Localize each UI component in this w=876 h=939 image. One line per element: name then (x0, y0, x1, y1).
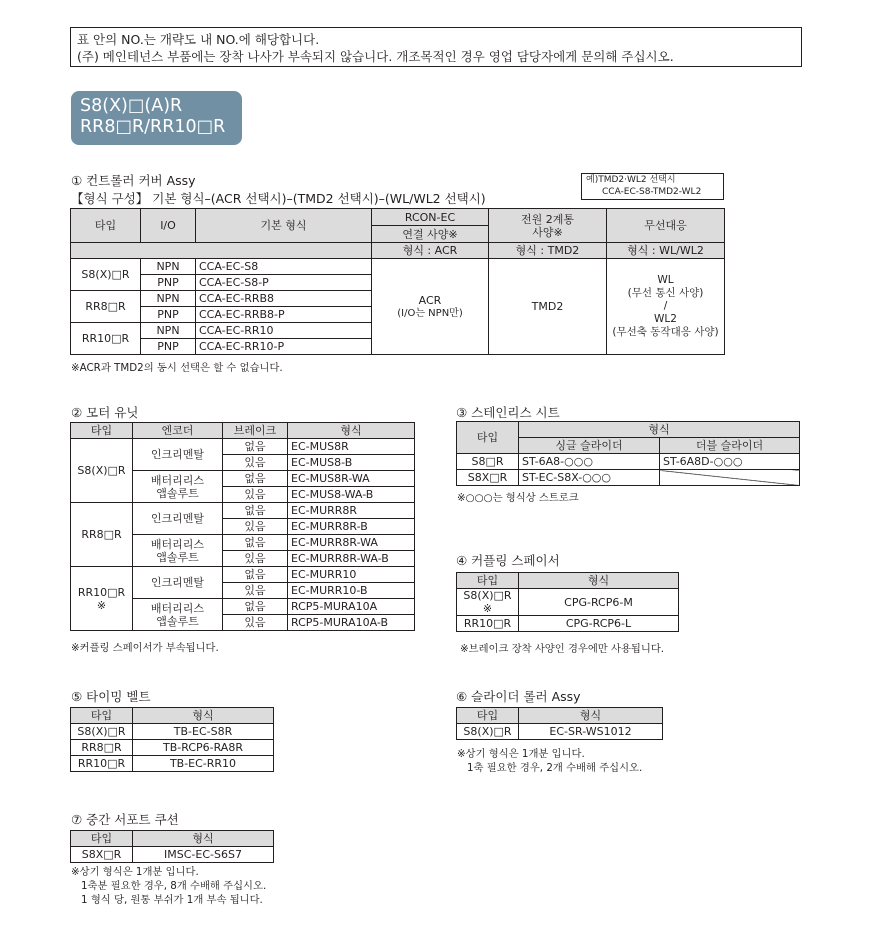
slider-roller-table (456, 707, 663, 740)
section7-title: ⑦ 중간 서포트 쿠션 (71, 812, 179, 827)
wl-separator: / (663, 300, 668, 312)
support-cushion-table (70, 830, 274, 863)
model-cell: EC-MURR8R (288, 503, 415, 519)
encoder-line-2: 앱솔루트 (156, 486, 199, 500)
tmd2-cell: TMD2 (489, 259, 607, 355)
table-row-type: S8X□R (457, 470, 519, 486)
header-wireless: 무선대응 (607, 209, 725, 243)
header-power-line-1: 전원 2계통 (521, 212, 574, 226)
example-line-1: 예)TMD2·WL2 선택시 (586, 175, 676, 185)
type-note: ※ (96, 598, 107, 612)
header-model: 형식 (519, 573, 679, 589)
header-double-slider: 더블 슬라이더 (660, 438, 800, 454)
encoder-cell (133, 471, 223, 503)
type-label: RR10□R (77, 585, 126, 599)
section1-title: ① 컨트롤러 커버 Assy (71, 173, 196, 188)
header-model: 형식 (519, 708, 663, 724)
section2-note: ※커플링 스페이서가 부속됩니다. (71, 642, 219, 654)
model-cell: CPG-RCP6-M (519, 589, 679, 616)
encoder-line-2: 앱솔루트 (156, 550, 199, 564)
model-cell: EC-MUS8-B (288, 455, 415, 471)
model-cell: IMSC-EC-S6S7 (133, 847, 274, 863)
single-model-cell: ST-6A8-○○○ (519, 454, 660, 470)
io-cell: NPN (141, 291, 196, 307)
model-cell: EC-MUS8-WA-B (288, 487, 415, 503)
acr-cell (372, 259, 489, 355)
badge-line-1: S8(X)□(A)R (80, 96, 183, 116)
io-cell: PNP (141, 275, 196, 291)
encoder-line-2: 앱솔루트 (156, 614, 199, 628)
section1-example-box (581, 173, 724, 200)
model-cell: EC-MUS8R-WA (288, 471, 415, 487)
controller-cover-table (70, 208, 725, 355)
table-row-type: RR10□R (71, 756, 133, 772)
brake-cell: 있음 (223, 487, 288, 503)
brake-cell: 없음 (223, 503, 288, 519)
model-cell: CCA-EC-S8-P (196, 275, 372, 291)
timing-belt-table (70, 707, 274, 772)
wl-label: WL (657, 274, 674, 286)
table-row-type: S8(X)□R (457, 724, 519, 740)
section4-title: ④ 커플링 스페이서 (456, 553, 560, 568)
header-type: 타입 (71, 708, 133, 724)
brake-cell: 있음 (223, 583, 288, 599)
header-model: 형식 (288, 423, 415, 439)
encoder-cell (133, 535, 223, 567)
header-model: 형식 (133, 831, 274, 847)
section6-title: ⑥ 슬라이더 롤러 Assy (456, 689, 581, 704)
model-badge (71, 91, 242, 145)
section2-title: ② 모터 유닛 (71, 405, 139, 420)
section7-note-1: ※상기 형식은 1개분 입니다. (71, 866, 199, 878)
encoder-cell: 인크리멘탈 (133, 439, 223, 471)
wl-note: (무선 통신 사양) (627, 287, 704, 299)
model-cell: EC-MURR10-B (288, 583, 415, 599)
header-base-model: 기본 형식 (196, 209, 372, 243)
brake-cell: 있음 (223, 615, 288, 631)
brake-cell: 있음 (223, 519, 288, 535)
brake-cell: 있음 (223, 455, 288, 471)
header-type: 타입 (457, 708, 519, 724)
encoder-cell: 인크리멘탈 (133, 567, 223, 599)
header-model: 형식 (133, 708, 274, 724)
model-cell: CCA-EC-RR10 (196, 323, 372, 339)
header-rcon-spec: 연결 사양※ (372, 226, 489, 243)
table-row-type: RR10□R (457, 616, 519, 632)
header-rcon: RCON-EC (372, 209, 489, 226)
model-cell: EC-SR-WS1012 (519, 724, 663, 740)
io-cell: NPN (141, 259, 196, 275)
type-label: S8(X)□R (463, 589, 512, 602)
section1-format: 【형식 구성】 기본 형식–(ACR 선택시)–(TMD2 선택시)–(WL/WL2 선택시) (71, 191, 486, 206)
section7-note-3: 1 형식 당, 원통 부쉬가 1개 부속 됩니다. (81, 894, 263, 906)
header-type: 타입 (71, 831, 133, 847)
table-row-type: S8X□R (71, 847, 133, 863)
section1-note: ※ACR과 TMD2의 동시 선택은 할 수 없습니다. (71, 362, 283, 374)
table-row-type: S8(X)□R (71, 724, 133, 740)
table-row-type (71, 567, 133, 631)
model-cell: TB-EC-S8R (133, 724, 274, 740)
wireless-cell (607, 259, 725, 355)
badge-line-2: RR8□R/RR10□R (80, 117, 226, 137)
header-encoder: 엔코더 (133, 423, 223, 439)
single-model-cell: ST-EC-S8X-○○○ (519, 470, 660, 486)
wl2-note: (무선축 동작대응 사양) (612, 326, 719, 338)
header-spacer (71, 243, 372, 259)
encoder-line-1: 배터리리스 (150, 537, 205, 551)
notice-box (70, 27, 802, 67)
model-cell: CCA-EC-RR10-P (196, 339, 372, 355)
brake-cell: 없음 (223, 567, 288, 583)
model-cell: CPG-RCP6-L (519, 616, 679, 632)
acr-label: ACR (418, 293, 442, 307)
brake-cell: 없음 (223, 599, 288, 615)
not-applicable-cell (660, 470, 800, 486)
header-type: 타입 (457, 422, 519, 454)
wl2-label: WL2 (654, 313, 677, 325)
table-row-type: RR8□R (71, 291, 141, 323)
model-cell: CCA-EC-S8 (196, 259, 372, 275)
section3-title: ③ 스테인리스 시트 (456, 405, 560, 420)
io-cell: NPN (141, 323, 196, 339)
model-cell: RCP5-MURA10A-B (288, 615, 415, 631)
section3-note: ※○○○는 형식상 스트로크 (457, 492, 579, 504)
coupling-spacer-table (456, 572, 679, 632)
notice-line-1: 표 안의 NO.는 개략도 내 NO.에 해당합니다. (77, 32, 320, 47)
model-cell: EC-MURR8R-WA (288, 535, 415, 551)
section5-title: ⑤ 타이밍 벨트 (71, 689, 151, 704)
stainless-sheet-table (456, 421, 800, 486)
model-cell: TB-EC-RR10 (133, 756, 274, 772)
io-cell: PNP (141, 307, 196, 323)
section6-note-2: 1축 필요한 경우, 2개 수배해 주십시오. (467, 762, 643, 774)
table-row-type: RR10□R (71, 323, 141, 355)
model-cell: TB-RCP6-RA8R (133, 740, 274, 756)
encoder-cell: 인크리멘탈 (133, 503, 223, 535)
model-cell: EC-MUS8R (288, 439, 415, 455)
table-row-type: RR8□R (71, 740, 133, 756)
notice-line-2: (주) 메인테넌스 부품에는 장착 나사가 부속되지 않습니다. 개조목적인 경우 영업 담당자에게 문의해 주십시오. (77, 49, 674, 64)
header-io: I/O (141, 209, 196, 243)
header-type: 타입 (457, 573, 519, 589)
model-cell: CCA-EC-RRB8-P (196, 307, 372, 323)
header-single-slider: 싱글 슬라이더 (519, 438, 660, 454)
example-line-2: CCA-EC-S8-TMD2-WL2 (602, 186, 702, 197)
table-row-type (457, 589, 519, 616)
encoder-cell (133, 599, 223, 631)
header-power-line-2: 사양※ (532, 225, 563, 239)
type-note: ※ (482, 602, 493, 615)
header-type: 타입 (71, 423, 133, 439)
header-power (489, 209, 607, 243)
model-cell: EC-MURR8R-B (288, 519, 415, 535)
model-cell: CCA-EC-RRB8 (196, 291, 372, 307)
brake-cell: 없음 (223, 535, 288, 551)
brake-cell: 있음 (223, 551, 288, 567)
brake-cell: 없음 (223, 439, 288, 455)
model-cell: EC-MURR10 (288, 567, 415, 583)
acr-note: (I/O는 NPN만) (397, 307, 463, 319)
header-model: 형식 (519, 422, 800, 438)
header-type: 타입 (71, 209, 141, 243)
brake-cell: 없음 (223, 471, 288, 487)
double-model-cell: ST-6A8D-○○○ (660, 454, 800, 470)
section6-note-1: ※상기 형식은 1개분 입니다. (457, 748, 585, 760)
table-row-type: S8(X)□R (71, 439, 133, 503)
section7-note-2: 1축분 필요한 경우, 8개 수배해 주십시오. (81, 880, 267, 892)
table-row-type: S8□R (457, 454, 519, 470)
motor-unit-table (70, 422, 415, 631)
table-row-type: S8(X)□R (71, 259, 141, 291)
encoder-line-1: 배터리리스 (150, 473, 205, 487)
header-brake: 브레이크 (223, 423, 288, 439)
header-rcon-sub: 형식 : ACR (372, 243, 489, 259)
section4-note: ※브레이크 장착 사양인 경우에만 사용됩니다. (460, 643, 665, 655)
encoder-line-1: 배터리리스 (150, 601, 205, 615)
header-power-sub: 형식 : TMD2 (489, 243, 607, 259)
io-cell: PNP (141, 339, 196, 355)
model-cell: RCP5-MURA10A (288, 599, 415, 615)
table-row-type: RR8□R (71, 503, 133, 567)
model-cell: EC-MURR8R-WA-B (288, 551, 415, 567)
header-wireless-sub: 형식 : WL/WL2 (607, 243, 725, 259)
